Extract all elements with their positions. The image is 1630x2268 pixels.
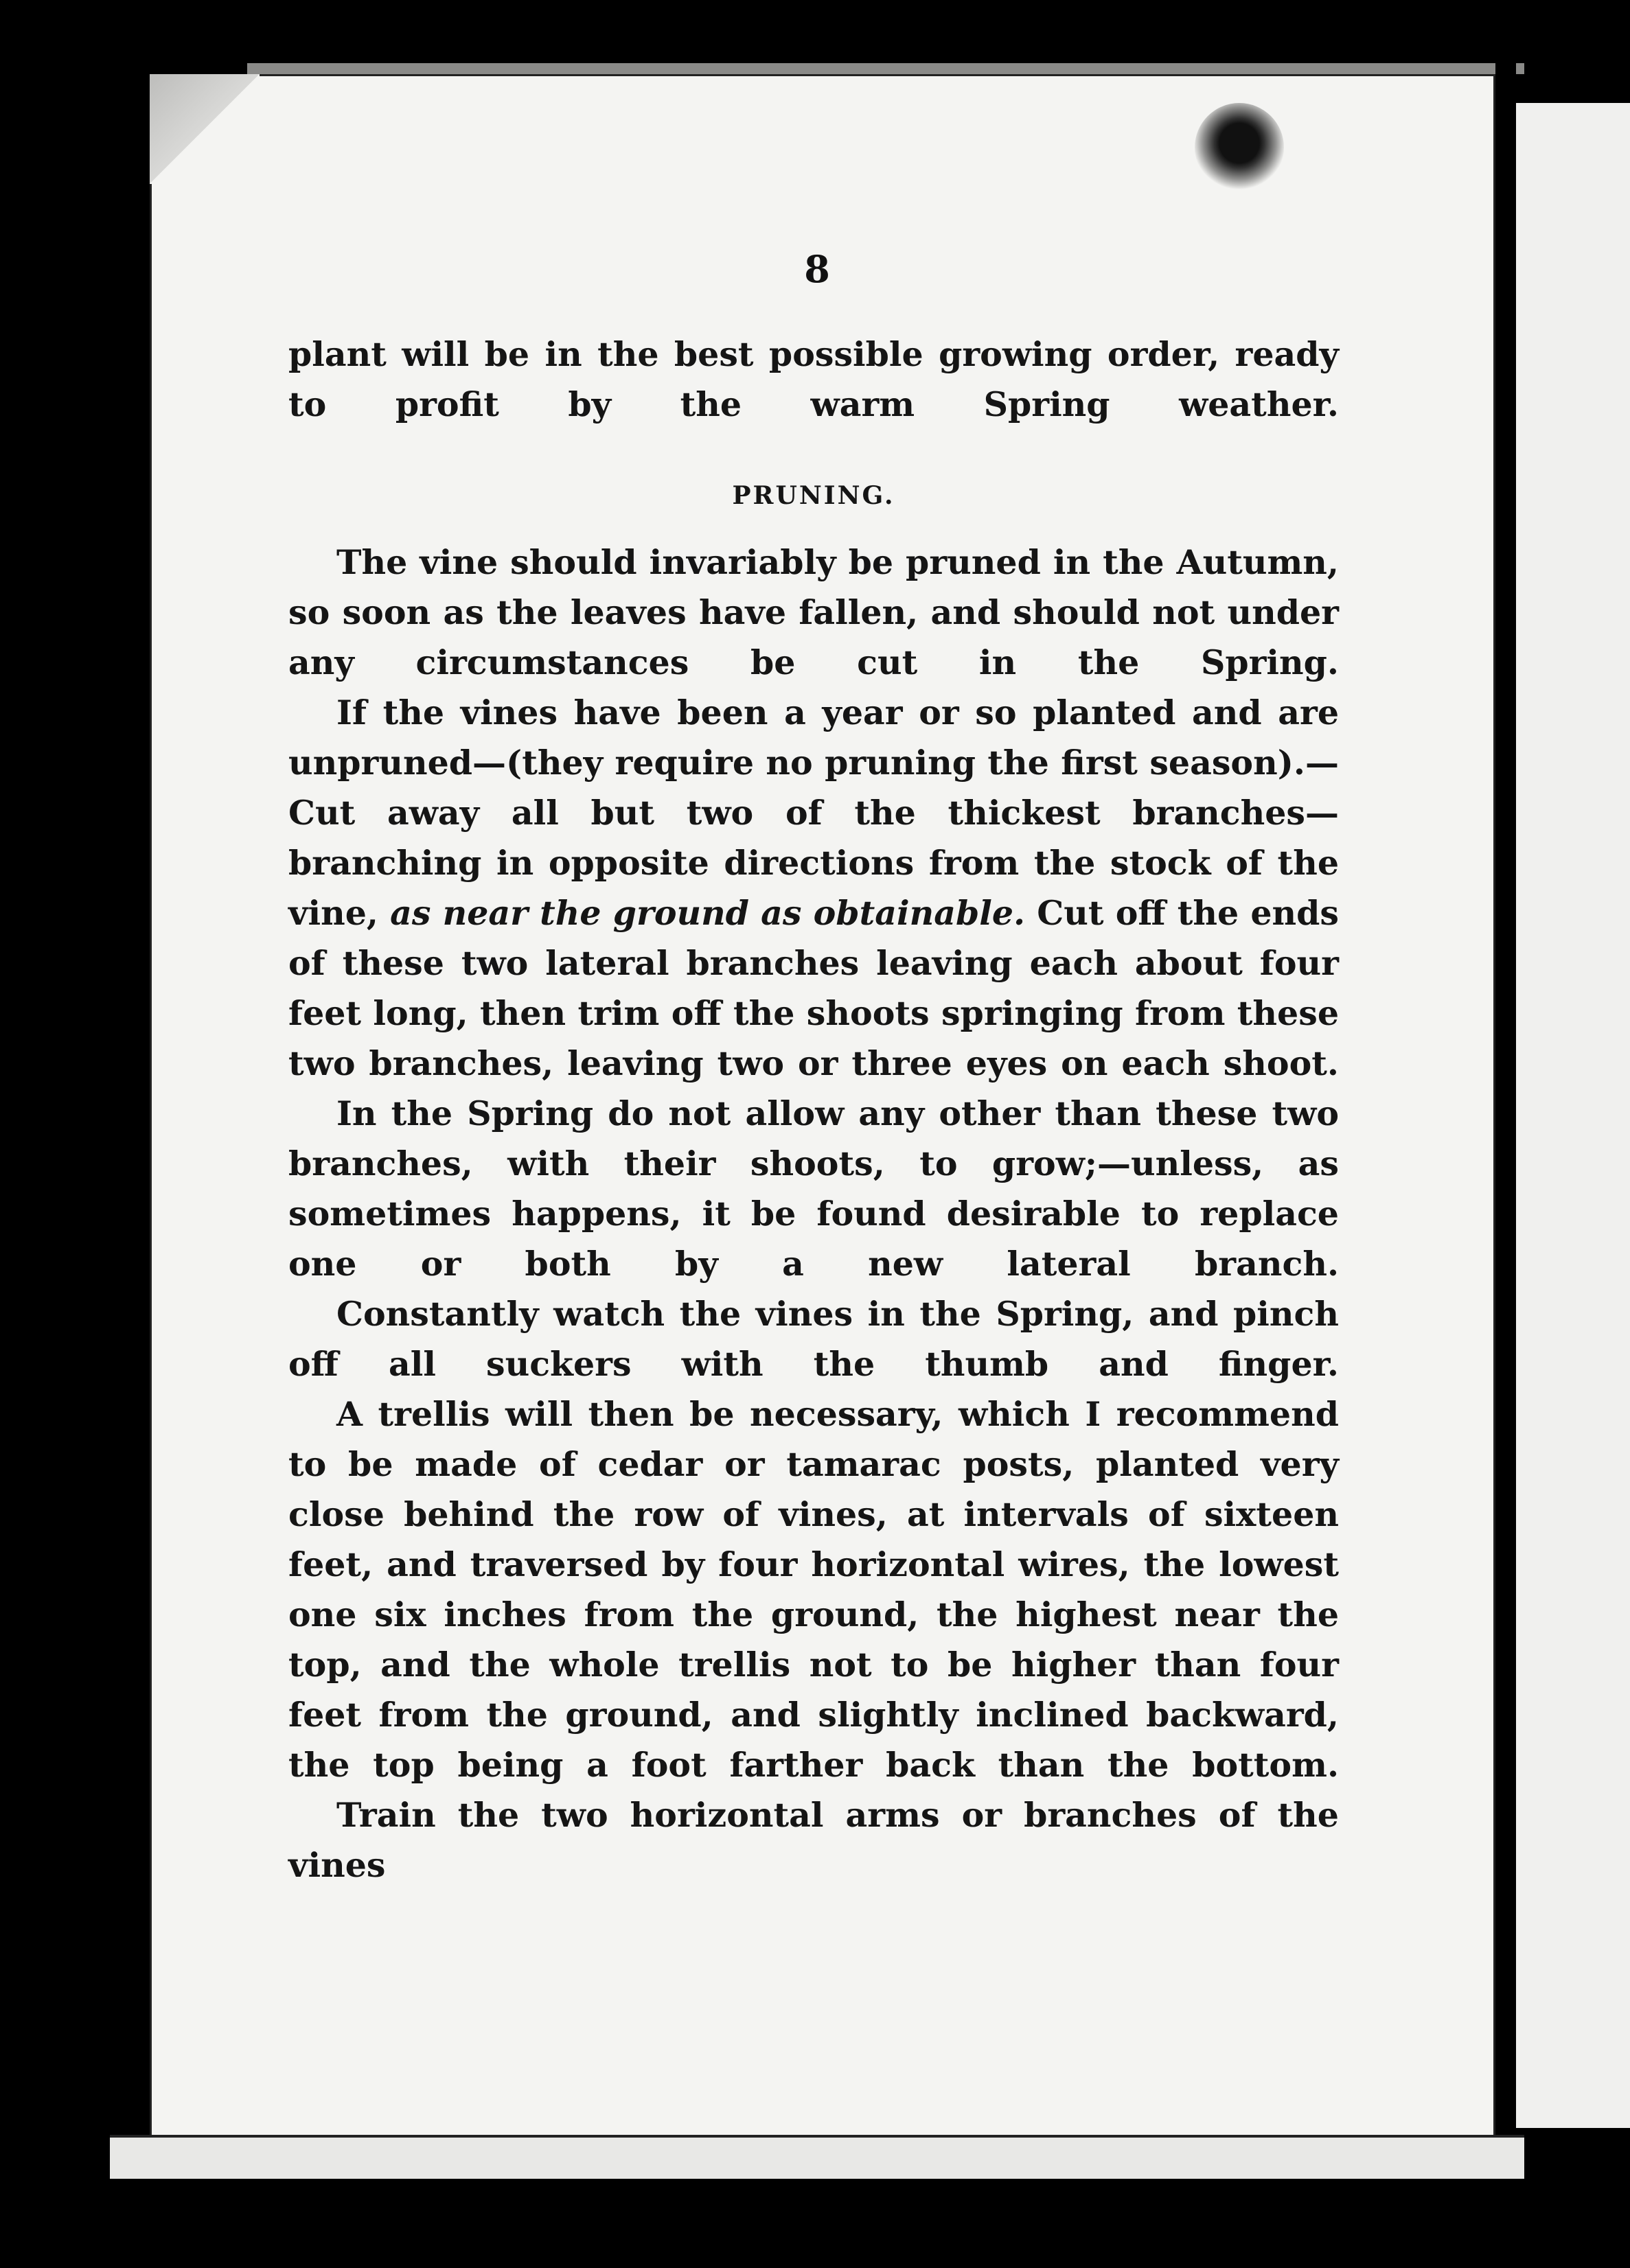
paragraph-1: The vine should invariably be pruned in the Autumn, so soon as the leaves have fallen, and should not under any circumstances be cut in the Spring. [288, 542, 1339, 682]
section-heading: PRUNING. [732, 481, 895, 510]
ink-blot [1195, 103, 1284, 192]
paragraph-5: A trellis will then be necessary, which I recommend to be made of cedar or tamarac posts, planted very close behind the row of vines, at intervals of sixteen feet, and traversed by four horizontal wires, the lowest one six inches from the ground, the highest near the top, and the whole trellis not to be higher than four feet from the ground, and slightly inclined backward, the top being a foot farther back than the bottom. [288, 1394, 1339, 1785]
folded-corner [150, 74, 260, 184]
page-top-edge [247, 63, 1524, 74]
body-text [288, 329, 1339, 1890]
paragraph-4: Constantly watch the vines in the Spring, and pinch off all suckers with the thumb and finger. [288, 1294, 1339, 1384]
paragraph-2-italic: as near the ground as obtainable. [390, 893, 1026, 933]
paragraph-2-text-after: Cut off the ends of these two lateral branches leaving each about four feet long, then trim off the shoots springing from these two branches, leaving two or three eyes on each shoot. [288, 893, 1340, 1083]
page-gutter [1495, 0, 1516, 2268]
page-bottom-edge [110, 2135, 1524, 2179]
intro-paragraph: plant will be in the best possible growing order, ready to profit by the warm Spring weather. [288, 334, 1339, 424]
adjacent-page-edge [1516, 103, 1630, 2128]
paragraph-2 [288, 688, 1339, 1089]
paragraph-6: Train the two horizontal arms or branches of the vines [288, 1795, 1339, 1885]
page-number: 8 [804, 247, 830, 291]
paragraph-2-text-before: If the vines have been a year or so planted and are unpruned—(they require no pruning the first season).—Cut away all but two of the thickest branches—branching in opposite directions from the stock of the vine, [288, 693, 1339, 933]
paragraph-3: In the Spring do not allow any other than these two branches, with their shoots, to grow;—unless, as sometimes happens, it be found desirable to replace one or both by a new lateral branch. [288, 1094, 1339, 1284]
